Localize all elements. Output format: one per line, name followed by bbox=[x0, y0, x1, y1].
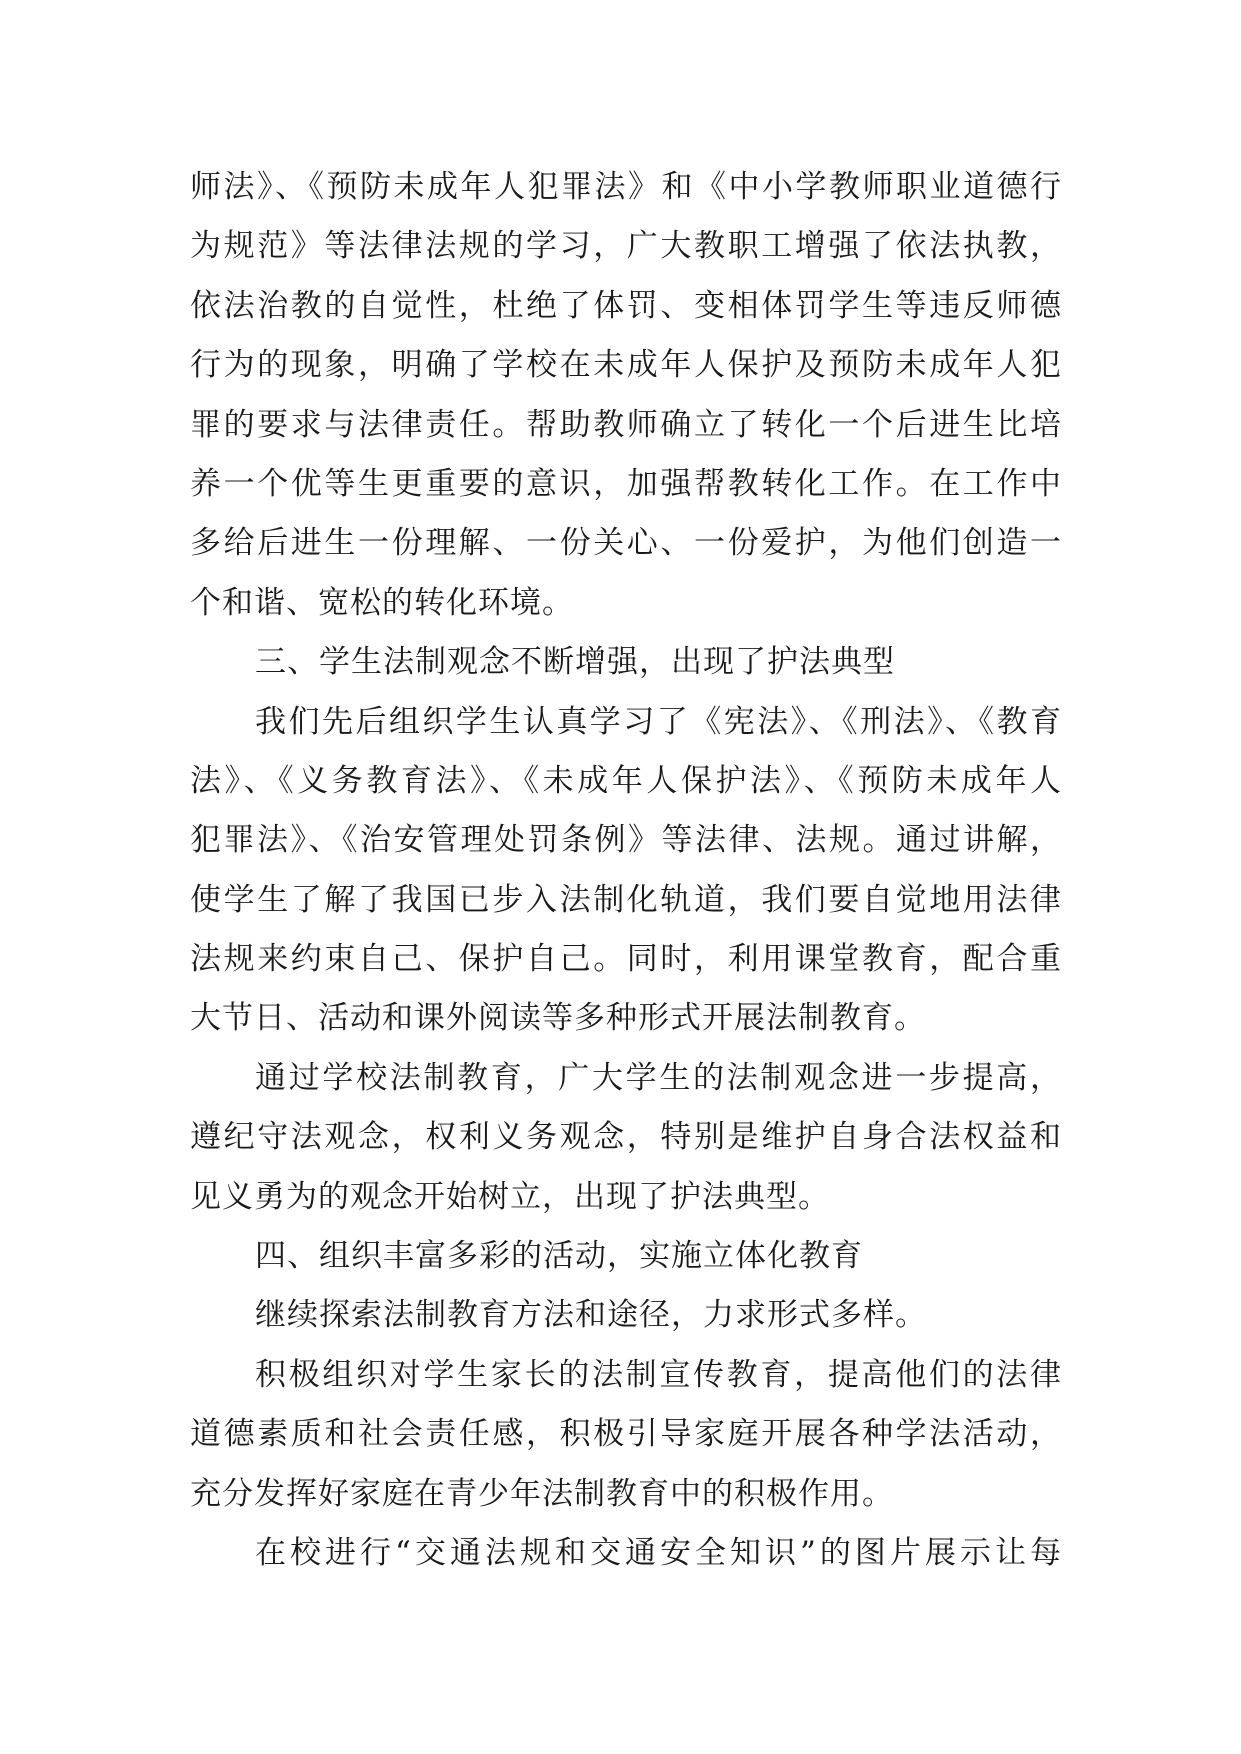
text-line: 罪的要求与法律责任。帮助教师确立了转化一个后进生比培 bbox=[190, 406, 1062, 443]
text-line: 我们先后组织学生认真学习了《宪法》、《刑法》、《教育 bbox=[255, 703, 1062, 740]
text-line: 积极组织对学生家长的法制宣传教育，提高他们的法律 bbox=[255, 1356, 1062, 1393]
text-line: 多给后进生一份理解、一份关心、一份爱护，为他们创造一 bbox=[190, 525, 1062, 562]
text-line: 依法治教的自觉性，杜绝了体罚、变相体罚学生等违反师德 bbox=[190, 287, 1062, 324]
text-line: 遵纪守法观念，权利义务观念，特别是维护自身合法权益和 bbox=[190, 1119, 1062, 1156]
text-line: 法》、《义务教育法》、《未成年人保护法》、《预防未成年人 bbox=[190, 762, 1062, 799]
text-line: 犯罪法》、《治安管理处罚条例》等法律、法规。通过讲解， bbox=[190, 822, 1062, 859]
text-line: 四、组织丰富多彩的活动，实施立体化教育 bbox=[255, 1238, 863, 1275]
text-line: 在校进行“交通法规和交通安全知识”的图片展示让每 bbox=[255, 1534, 1062, 1571]
text-line: 使学生了解了我国已步入法制化轨道，我们要自觉地用法律 bbox=[190, 881, 1062, 918]
text-line: 通过学校法制教育，广大学生的法制观念进一步提高， bbox=[255, 1059, 1062, 1096]
document-body bbox=[190, 158, 1062, 1583]
text-line: 三、学生法制观念不断增强，出现了护法典型 bbox=[255, 644, 895, 681]
text-line: 行为的现象，明确了学校在未成年人保护及预防未成年人犯 bbox=[190, 347, 1062, 384]
text-line: 继续探索法制教育方法和途径，力求形式多样。 bbox=[255, 1297, 927, 1334]
text-line: 师法》、《预防未成年人犯罪法》和《中小学教师职业道德行 bbox=[190, 169, 1062, 205]
text-line: 为规范》等法律法规的学习，广大教职工增强了依法执教， bbox=[190, 228, 1062, 265]
text-line: 道德素质和社会责任感，积极引导家庭开展各种学法活动， bbox=[190, 1416, 1062, 1453]
text-line: 充分发挥好家庭在青少年法制教育中的积极作用。 bbox=[190, 1475, 894, 1512]
text-line: 大节日、活动和课外阅读等多种形式开展法制教育。 bbox=[190, 1000, 926, 1037]
text-line: 个和谐、宽松的转化环境。 bbox=[190, 584, 574, 621]
text-line: 法规来约束自己、保护自己。同时，利用课堂教育，配合重 bbox=[190, 941, 1062, 978]
text-line: 见义勇为的观念开始树立，出现了护法典型。 bbox=[190, 1178, 830, 1215]
text-line: 养一个优等生更重要的意识，加强帮教转化工作。在工作中 bbox=[190, 465, 1062, 502]
